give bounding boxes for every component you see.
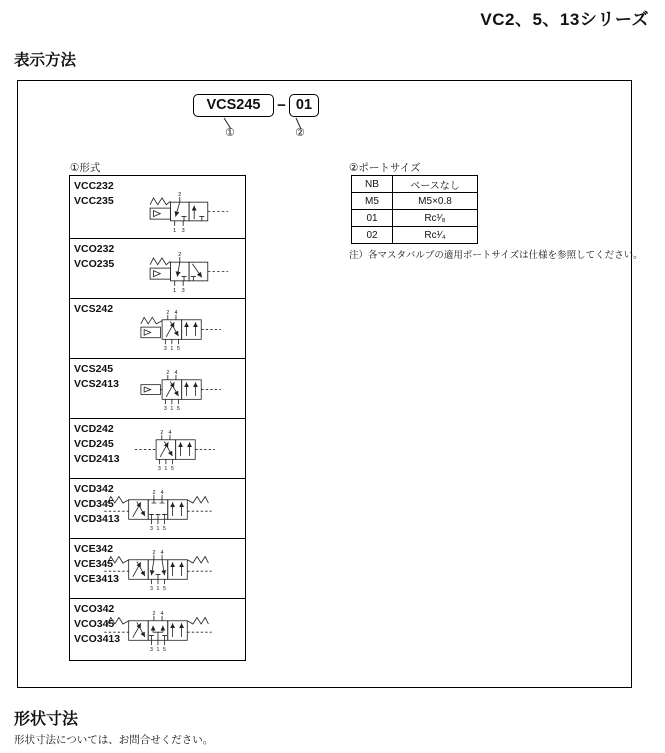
ref-2-mark: ② — [295, 127, 305, 139]
model-name: VCD342 — [74, 483, 114, 495]
port-size-desc: ベースなし — [393, 176, 478, 193]
ref-1-mark: ① — [225, 127, 235, 139]
valve-symbol-3port-nc-icon — [145, 192, 240, 234]
model-code-dash: − — [277, 97, 286, 114]
port-size-table — [351, 175, 478, 244]
model-name: VCE345 — [74, 558, 114, 570]
port-label: 1 — [156, 525, 160, 532]
display-method-panel — [17, 80, 643, 688]
port-label: 4 — [174, 370, 178, 377]
port-label: 5 — [170, 465, 174, 472]
section-title-display-method: 表示方法 — [14, 52, 77, 69]
port-label: 5 — [176, 405, 180, 412]
port-label: 2 — [152, 611, 156, 618]
port-label: 2 — [178, 252, 182, 259]
model-name: VCD3413 — [74, 513, 120, 525]
port-size-desc: M5×0.8 — [393, 193, 478, 210]
format-label: ①形式 — [70, 162, 101, 174]
model-name: VCO342 — [74, 603, 115, 615]
format-row — [70, 599, 245, 660]
valve-symbol-3port-no-icon — [145, 252, 240, 294]
model-name: VCD2413 — [74, 453, 120, 465]
port-size-row — [352, 176, 478, 193]
model-name: VCD345 — [74, 498, 114, 510]
port-label: 2 — [152, 490, 156, 497]
port-label: 4 — [160, 490, 164, 497]
model-name: VCS245 — [74, 363, 114, 375]
port-label: 1 — [164, 465, 168, 472]
valve-symbol-5port-3pos-closed-center-icon — [101, 490, 241, 532]
port-size-row — [352, 193, 478, 210]
valve-symbol-5port-3pos-exhaust-center-icon — [101, 550, 241, 592]
port-label: 4 — [160, 611, 164, 618]
model-name: VCO232 — [74, 243, 115, 255]
port-label: 3 — [157, 465, 161, 472]
port-label: 2 — [178, 192, 182, 199]
port-size-code: NB — [352, 176, 393, 193]
port-size-desc: Rc¹⁄₄ — [393, 227, 478, 244]
port-size-label: ②ポートサイズ — [349, 162, 421, 174]
model-name: VCS2413 — [74, 378, 119, 390]
port-label: 2 — [160, 430, 164, 437]
format-row — [70, 419, 245, 479]
port-label: 3 — [150, 525, 153, 532]
port-label: 5 — [176, 345, 180, 352]
port-label: 3 — [163, 345, 167, 352]
port-label: 4 — [174, 310, 178, 317]
port-label: 5 — [163, 646, 166, 653]
port-label: 2 — [152, 550, 156, 557]
port-label: 5 — [163, 585, 166, 592]
port-size-note: 注）各マスタバルブの適用ポートサイズは仕様を参照してください。 — [349, 250, 643, 261]
model-name: VCE342 — [74, 543, 114, 555]
port-size-desc: Rc¹⁄₈ — [393, 210, 478, 227]
port-size-row — [352, 227, 478, 244]
format-row — [70, 239, 245, 299]
port-label: 3 — [150, 646, 153, 653]
model-name: VCE3413 — [74, 573, 119, 585]
format-row — [70, 359, 245, 419]
valve-symbol-5port-3pos-pressure-center-icon — [101, 611, 241, 653]
port-label: 1 — [173, 227, 177, 234]
model-code-base: VCS245 — [193, 94, 274, 117]
format-row — [70, 539, 245, 599]
port-label: 4 — [168, 430, 172, 437]
port-label: 2 — [166, 310, 170, 317]
valve-symbol-5port-single-spring-icon — [136, 310, 242, 352]
format-row — [70, 479, 245, 539]
valve-symbol-5port-pilot-icon — [136, 370, 242, 412]
model-code-suffix: 01 — [289, 94, 319, 117]
port-label: 1 — [173, 287, 177, 294]
port-label: 5 — [163, 525, 166, 532]
model-name: VCO3413 — [74, 633, 121, 645]
model-name: VCC235 — [74, 195, 114, 207]
port-size-code: 01 — [352, 210, 393, 227]
shape-dimensions-note: 形状寸法については、お問合せください。 — [14, 734, 214, 746]
port-label: 3 — [181, 287, 185, 294]
port-size-row — [352, 210, 478, 227]
port-size-code: M5 — [352, 193, 393, 210]
model-name: VCC232 — [74, 180, 114, 192]
port-label: 1 — [156, 646, 160, 653]
section-title-shape-dimensions: 形状寸法 — [14, 711, 79, 728]
model-name: VCD242 — [74, 423, 114, 435]
model-name: VCS242 — [74, 303, 114, 315]
model-name: VCO235 — [74, 258, 115, 270]
page-title: VC2、5、13シリーズ — [480, 10, 649, 29]
port-label: 1 — [156, 585, 160, 592]
format-row — [70, 299, 245, 359]
format-table — [69, 175, 246, 661]
port-label: 3 — [150, 585, 153, 592]
port-label: 1 — [170, 405, 174, 412]
port-label: 2 — [166, 370, 170, 377]
format-row — [70, 176, 245, 239]
port-label: 3 — [163, 405, 167, 412]
port-label: 4 — [160, 550, 164, 557]
valve-symbol-5port-double-pilot-icon — [130, 430, 236, 472]
port-size-code: 02 — [352, 227, 393, 244]
model-name: VCO345 — [74, 618, 115, 630]
model-name: VCD245 — [74, 438, 114, 450]
port-label: 1 — [170, 345, 174, 352]
port-label: 3 — [181, 227, 185, 234]
